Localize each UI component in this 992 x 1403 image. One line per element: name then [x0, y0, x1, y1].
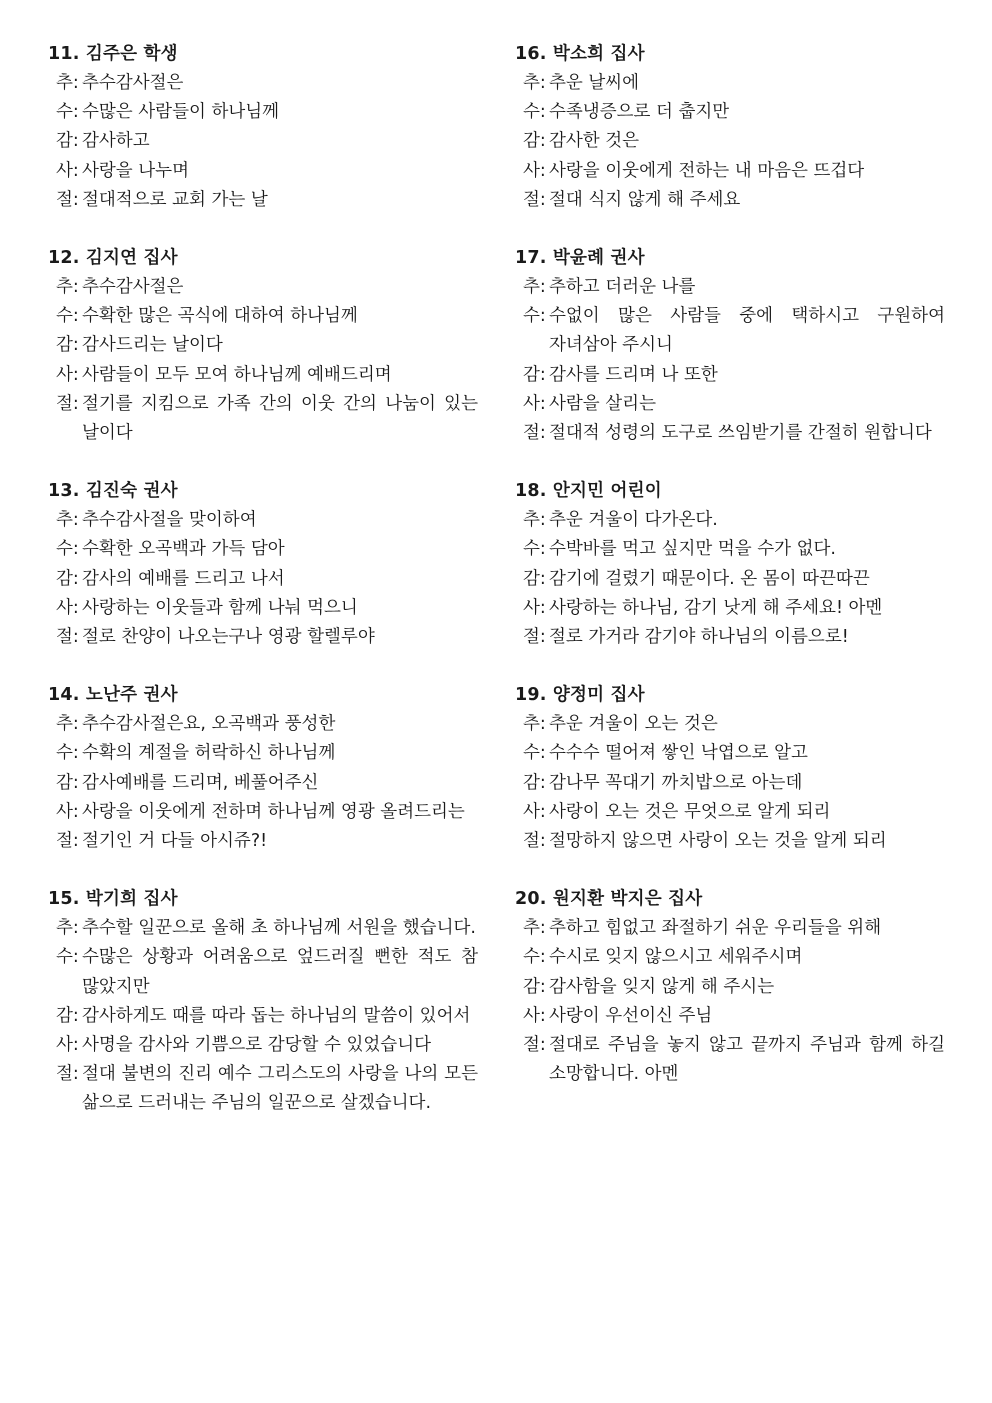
line-text: 절기인 거 다들 아시쥬?!: [82, 831, 268, 852]
acrostic-line: [515, 302, 945, 360]
line-initial: 수:: [56, 743, 79, 764]
acrostic-entry: [515, 244, 945, 448]
line-initial: 사:: [56, 160, 79, 181]
line-text: 절대적 성령의 도구로 쓰임받기를 간절히 원합니다: [549, 423, 932, 444]
acrostic-line: [48, 361, 478, 390]
acrostic-line: [48, 186, 478, 215]
line-initial: 수:: [523, 102, 546, 123]
entry-title: 16. 박소희 집사: [515, 44, 645, 64]
acrostic-line: [48, 565, 478, 594]
acrostic-line: [515, 69, 945, 98]
line-text: 추수감사절은: [82, 73, 184, 93]
acrostic-line: [48, 69, 478, 98]
line-text: 절대 불변의 진리 예수 그리스도의 사랑을 나의 모든 삶으로 드러내는 주님의 일꾼으로 살겠습니다.: [82, 1064, 478, 1114]
acrostic-line: [48, 98, 478, 127]
acrostic-line: [515, 535, 945, 564]
line-initial: 수:: [523, 306, 546, 327]
acrostic-line: [48, 127, 478, 156]
line-text: 감나무 꼭대기 까치밥으로 아는데: [549, 772, 803, 793]
acrostic-entry: [48, 477, 478, 652]
acrostic-line: [515, 739, 945, 768]
line-text: 사랑이 오는 것은 무엇으로 알게 되리: [549, 801, 831, 822]
acrostic-line: [48, 739, 478, 768]
line-initial: 추:: [523, 73, 546, 93]
line-initial: 절:: [523, 423, 546, 444]
line-text: 수없이 많은 사람들 중에 택하시고 구원하여 자녀삼아 주시니: [549, 306, 945, 356]
line-initial: 수:: [523, 539, 546, 560]
line-text: 추수할 일꾼으로 올해 초 하나님께 서원을 했습니다.: [82, 918, 476, 939]
entry-title: 15. 박기희 집사: [48, 889, 178, 910]
line-text: 감사예배를 드리며, 베풀어주신: [82, 772, 319, 793]
acrostic-line: [48, 273, 478, 302]
entry-title: 17. 박윤례 권사: [515, 248, 645, 269]
line-initial: 사:: [523, 160, 546, 181]
line-initial: 수:: [56, 947, 79, 968]
acrostic-line: [48, 769, 478, 798]
line-text: 감사함을 잊지 않게 해 주시는: [549, 976, 775, 997]
entry-title: 20. 원지환 박지은 집사: [515, 889, 703, 910]
line-initial: 추:: [523, 510, 546, 531]
line-initial: 절:: [523, 189, 546, 210]
entry-title: 11. 김주은 학생: [48, 44, 178, 64]
acrostic-line: [515, 943, 945, 972]
line-initial: 감:: [523, 568, 546, 589]
line-initial: 감:: [56, 131, 79, 152]
line-text: 추수감사절은: [82, 277, 184, 298]
line-text: 사랑하는 하나님, 감기 낫게 해 주세요! 아멘: [549, 597, 883, 618]
left-column: [48, 40, 478, 1148]
line-text: 절대 식지 않게 해 주세요: [549, 189, 741, 210]
acrostic-entry: [515, 477, 945, 652]
acrostic-entry: [515, 885, 945, 1089]
acrostic-line: [48, 390, 478, 448]
line-text: 추운 날씨에: [549, 73, 640, 93]
line-text: 수많은 상황과 어려움으로 엎드러질 뻔한 적도 참 많았지만: [82, 947, 478, 997]
acrostic-line: [515, 623, 945, 652]
line-initial: 사:: [56, 1035, 79, 1056]
line-initial: 절:: [523, 831, 546, 852]
line-initial: 감:: [56, 568, 79, 589]
line-text: 감기에 걸렸기 때문이다. 온 몸이 따끈따끈: [549, 568, 870, 589]
line-text: 수족냉증으로 더 춥지만: [549, 102, 730, 123]
line-initial: 수:: [523, 743, 546, 764]
line-text: 절기를 지킴으로 가족 간의 이웃 간의 나눔이 있는 날이다: [82, 393, 478, 444]
line-initial: 추:: [523, 277, 546, 298]
line-text: 감사드리는 날이다: [82, 335, 223, 356]
line-initial: 사:: [56, 364, 79, 385]
acrostic-line: [515, 186, 945, 215]
line-initial: 추:: [523, 714, 546, 735]
line-initial: 절:: [56, 627, 79, 648]
acrostic-line: [48, 331, 478, 360]
line-initial: 절:: [523, 627, 546, 648]
line-initial: 추:: [56, 918, 79, 939]
acrostic-line: [48, 1031, 478, 1060]
line-initial: 절:: [56, 831, 79, 852]
acrostic-line: [515, 390, 945, 419]
acrostic-line: [515, 127, 945, 156]
acrostic-line: [515, 1002, 945, 1031]
line-text: 사명을 감사와 기쁨으로 감당할 수 있었습니다: [82, 1035, 432, 1056]
line-initial: 수:: [56, 306, 79, 327]
acrostic-entry: [48, 681, 478, 856]
line-text: 수확한 많은 곡식에 대하여 하나님께: [82, 306, 358, 327]
line-text: 추수감사절은요, 오곡백과 풍성한: [82, 714, 336, 735]
line-initial: 감:: [56, 335, 79, 356]
line-text: 추수감사절을 맞이하여: [82, 510, 257, 531]
acrostic-line: [515, 914, 945, 943]
line-text: 사람을 살리는: [549, 393, 656, 414]
entry-title: 19. 양정미 집사: [515, 685, 645, 706]
line-initial: 사:: [523, 801, 546, 822]
line-initial: 감:: [523, 772, 546, 793]
line-text: 감사의 예배를 드리고 나서: [82, 568, 285, 589]
acrostic-line: [48, 302, 478, 331]
line-text: 사랑하는 이웃들과 함께 나눠 먹으니: [82, 597, 358, 618]
acrostic-line: [515, 98, 945, 127]
acrostic-line: [515, 594, 945, 623]
acrostic-line: [48, 798, 478, 827]
line-text: 사랑을 나누며: [82, 160, 189, 181]
acrostic-line: [48, 623, 478, 652]
acrostic-line: [48, 157, 478, 186]
line-text: 수많은 사람들이 하나님께: [82, 102, 280, 123]
acrostic-line: [48, 594, 478, 623]
line-initial: 감:: [56, 1005, 79, 1026]
line-text: 수박바를 먹고 싶지만 먹을 수가 없다.: [549, 539, 836, 560]
line-initial: 사:: [523, 1005, 546, 1026]
acrostic-line: [515, 565, 945, 594]
acrostic-line: [48, 506, 478, 535]
line-initial: 사:: [56, 597, 79, 618]
line-text: 추하고 더러운 나를: [549, 277, 696, 298]
line-initial: 사:: [56, 801, 79, 822]
acrostic-entry: [515, 40, 945, 215]
line-text: 절로 찬양이 나오는구나 영광 할렐루야: [82, 627, 375, 648]
line-initial: 절:: [56, 189, 79, 210]
entry-title: 12. 김지연 집사: [48, 248, 178, 269]
line-text: 절로 가거라 감기야 하나님의 이름으로!: [549, 627, 849, 648]
line-initial: 감:: [523, 131, 546, 152]
acrostic-line: [515, 973, 945, 1002]
acrostic-line: [515, 710, 945, 739]
line-text: 수확의 계절을 허락하신 하나님께: [82, 743, 336, 764]
line-initial: 추:: [56, 73, 79, 93]
entry-title: 13. 김진숙 권사: [48, 481, 178, 502]
line-initial: 절:: [523, 1035, 546, 1056]
acrostic-line: [515, 361, 945, 390]
acrostic-entry: [515, 681, 945, 856]
acrostic-line: [515, 827, 945, 856]
line-text: 감사하고: [82, 131, 150, 152]
line-initial: 감:: [523, 364, 546, 385]
acrostic-line: [515, 506, 945, 535]
acrostic-entry: [48, 885, 478, 1118]
acrostic-line: [515, 798, 945, 827]
line-text: 사랑을 이웃에게 전하는 내 마음은 뜨겁다: [549, 160, 865, 181]
line-text: 사랑을 이웃에게 전하며 하나님께 영광 올려드리는: [82, 801, 465, 822]
line-initial: 수:: [56, 102, 79, 123]
acrostic-line: [48, 710, 478, 739]
acrostic-entry: [48, 244, 478, 448]
line-text: 절망하지 않으면 사랑이 오는 것을 알게 되리: [549, 831, 887, 852]
line-text: 추운 겨울이 오는 것은: [549, 714, 718, 735]
line-text: 추운 겨울이 다가온다.: [549, 510, 718, 531]
acrostic-line: [515, 273, 945, 302]
line-text: 감사한 것은: [549, 131, 640, 152]
line-initial: 사:: [523, 597, 546, 618]
line-initial: 절:: [56, 1064, 79, 1085]
acrostic-line: [48, 535, 478, 564]
acrostic-line: [48, 1002, 478, 1031]
line-text: 수수수 떨어져 쌓인 낙엽으로 알고: [549, 743, 808, 764]
acrostic-line: [48, 827, 478, 856]
line-initial: 감:: [56, 772, 79, 793]
line-initial: 절:: [56, 393, 79, 414]
line-initial: 추:: [56, 714, 79, 735]
acrostic-entry: [48, 40, 478, 215]
line-text: 절대로 주님을 놓지 않고 끝까지 주님과 함께 하길 소망합니다. 아멘: [549, 1035, 945, 1085]
acrostic-line: [48, 1060, 478, 1118]
line-text: 수확한 오곡백과 가득 담아: [82, 539, 285, 560]
line-initial: 추:: [523, 918, 546, 939]
entry-title: 18. 안지민 어린이: [515, 481, 662, 502]
line-initial: 수:: [56, 539, 79, 560]
line-initial: 수:: [523, 947, 546, 968]
acrostic-line: [515, 1031, 945, 1089]
line-initial: 감:: [523, 976, 546, 997]
line-text: 감사하게도 때를 따라 돕는 하나님의 말씀이 있어서: [82, 1005, 471, 1026]
line-text: 수시로 잊지 않으시고 세워주시며: [549, 947, 803, 968]
line-initial: 추:: [56, 277, 79, 298]
acrostic-line: [515, 157, 945, 186]
acrostic-line: [515, 769, 945, 798]
line-initial: 사:: [523, 393, 546, 414]
line-text: 추하고 힘없고 좌절하기 쉬운 우리들을 위해: [549, 918, 882, 939]
line-text: 사람들이 모두 모여 하나님께 예배드리며: [82, 364, 392, 385]
entry-title: 14. 노난주 권사: [48, 685, 178, 706]
line-text: 사랑이 우선이신 주님: [549, 1005, 713, 1026]
acrostic-line: [48, 943, 478, 1001]
line-text: 절대적으로 교회 가는 날: [82, 189, 268, 210]
line-text: 감사를 드리며 나 또한: [549, 364, 718, 385]
right-column: [515, 40, 945, 1118]
line-initial: 추:: [56, 510, 79, 531]
acrostic-line: [48, 914, 478, 943]
acrostic-line: [515, 419, 945, 448]
